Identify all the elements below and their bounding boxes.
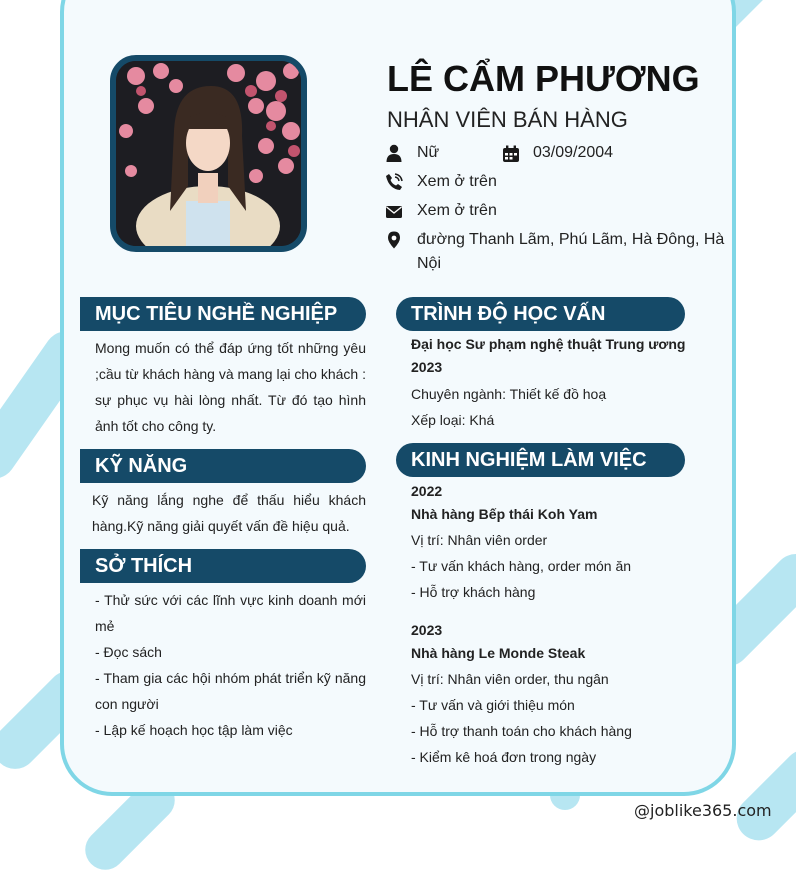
education-grade: Xếp loại: Khá (411, 412, 495, 428)
address-value (417, 228, 724, 276)
phone-icon (385, 173, 403, 191)
education-heading: TRÌNH ĐỘ HỌC VẤN (396, 297, 685, 331)
education-details (411, 381, 711, 433)
education-major: Chuyên ngành: Thiết kế đồ hoạ (411, 386, 607, 402)
experience-entry (411, 619, 711, 665)
experience-task: - Tư vấn khách hàng, order món ăn (411, 558, 632, 574)
hobby-item: mẻ (95, 618, 115, 634)
experience-task: - Hỗ trợ thanh toán cho khách hàng (411, 723, 632, 739)
skills-text (92, 487, 366, 539)
hobbies-heading: SỞ THÍCH (80, 549, 366, 583)
education-block (411, 333, 711, 379)
calendar-icon (502, 145, 520, 163)
skills-line: Kỹ năng lắng nghe để thấu hiểu khách (92, 492, 366, 508)
hobbies-list (95, 587, 366, 743)
experience-year: 2023 (411, 622, 443, 638)
skills-line: hàng.Kỹ năng giải quyết vấn đề hiệu quả. (92, 518, 350, 534)
education-year: 2023 (411, 359, 443, 375)
experience-entry (411, 480, 711, 526)
objective-line: Mong muốn có thể đáp ứng tốt những yêu (95, 340, 366, 356)
experience-task: - Tư vấn và giới thiệu món (411, 697, 575, 713)
hobby-item: - Lập kế hoạch học tập làm việc (95, 722, 293, 738)
bg-stripe (728, 741, 796, 850)
candidate-name: LÊ CẨM PHƯƠNG (387, 58, 700, 99)
address-line: Nội (417, 255, 442, 272)
school-name: Đại học Sư phạm nghệ thuật Trung ương (411, 336, 686, 352)
address-line: đường Thanh Lãm, Phú Lãm, Hà Đông, Hà (417, 231, 725, 248)
job-title: NHÂN VIÊN BÁN HÀNG (387, 107, 628, 132)
experience-position: Vị trí: Nhân viên order (411, 532, 548, 548)
email-value: Xem ở trên (417, 202, 497, 219)
experience-task: - Hỗ trợ khách hàng (411, 584, 536, 600)
hobby-item: - Thử sức với các lĩnh vực kinh doanh mới (95, 592, 366, 608)
skills-heading: KỸ NĂNG (80, 449, 366, 483)
experience-year: 2022 (411, 483, 443, 499)
location-pin-icon (385, 231, 403, 249)
experience-position: Vị trí: Nhân viên order, thu ngân (411, 671, 609, 687)
experience-company: Nhà hàng Le Monde Steak (411, 645, 586, 661)
profile-photo (110, 55, 307, 252)
birthdate-value: 03/09/2004 (533, 144, 614, 161)
hobby-item: - Đọc sách (95, 644, 162, 660)
objective-line: ảnh tốt cho công ty. (95, 418, 217, 434)
gender-value: Nữ (417, 144, 440, 161)
envelope-icon (385, 203, 403, 221)
objective-heading: MỤC TIÊU NGHỀ NGHIỆP (80, 297, 366, 331)
experience-details (411, 666, 711, 770)
experience-company: Nhà hàng Bếp thái Koh Yam (411, 506, 598, 522)
experience-task: - Kiểm kê hoá đơn trong ngày (411, 749, 597, 765)
experience-heading: KINH NGHIỆM LÀM VIỆC (396, 443, 685, 477)
phone-value: Xem ở trên (417, 173, 497, 190)
experience-details (411, 527, 711, 605)
user-icon (385, 144, 403, 162)
footer-credit: @joblike365.com (634, 801, 772, 820)
hobby-item: - Tham gia các hội nhóm phát triển kỹ năng (95, 670, 366, 686)
objective-line: sự phục vụ hài lòng nhất. Từ đó tạo hình (95, 392, 366, 408)
objective-line: ;cầu từ khách hàng và mang lại cho khách : (95, 366, 366, 382)
hobby-item: con người (95, 696, 159, 712)
objective-text (95, 335, 366, 439)
